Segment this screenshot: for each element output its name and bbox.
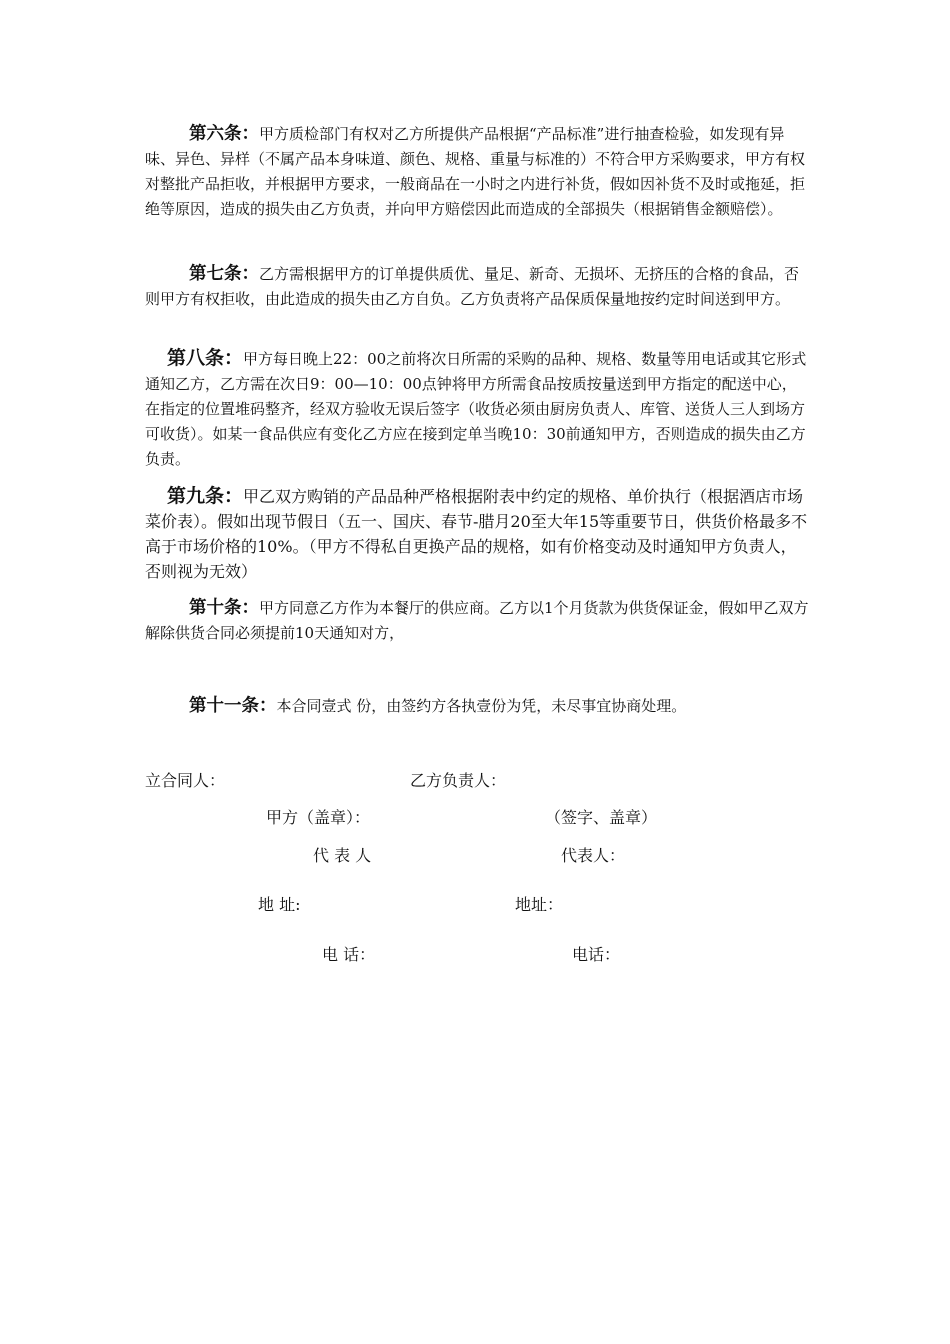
article-9-text: 甲乙双方购销的产品品种严格根据附表中约定的规格、单价执行（根据酒店市场菜价表）。假如出现节假日（五一、国庆、春节-腊月20至大年15等重要节日，供货价格最多不高于市场价格的10%。（甲方不得私自更换产品的规格，如有价格变动及时通知甲方负责人，否则视为无效） [145, 487, 808, 581]
party-b-rep-label: 代表人： [561, 846, 626, 865]
article-10 [145, 596, 810, 646]
article-9 [145, 484, 810, 584]
article-6 [145, 122, 810, 222]
article-6-heading: 第六条： [189, 124, 259, 144]
article-7-heading: 第七条： [189, 264, 259, 284]
party-b-address-label: 地址： [515, 895, 564, 914]
party-a-seal-label: 甲方（盖章）： [266, 808, 371, 827]
article-11-heading: 第十一条： [189, 696, 277, 716]
article-8-text: 甲方每日晚上22：00之前将次日所需的采购的品种、规格、数量等用电话或其它形式通知乙方，乙方需在次日9：00—10：00点钟将甲方所需食品按质按量送到甲方指定的配送中心，在指定的位置堆码整齐，经双方验收无误后签字（收货必须由厨房负责人、库管、送货人三人到场方可收货）。如某一食品供应有变化乙方应在接到定单当晚10：30前通知甲方，否则造成的损失由乙方负责。 [145, 350, 807, 468]
article-10-heading: 第十条： [189, 598, 259, 618]
article-9-heading: 第九条： [167, 485, 244, 507]
signatory-label: 立合同人： [145, 771, 226, 790]
party-b-sign-label: （签字、盖章） [545, 808, 658, 827]
article-10-text: 甲方同意乙方作为本餐厅的供应商。乙方以1个月货款为供货保证金，假如甲乙双方解除供货合同必须提前10天通知对方， [145, 599, 809, 642]
article-8-heading: 第八条： [167, 347, 244, 369]
party-a-phone-label: 电 话： [322, 945, 376, 964]
article-11 [145, 694, 810, 719]
party-b-phone-label: 电话： [572, 945, 621, 964]
article-7 [145, 262, 810, 312]
party-a-address-label: 地 址: [258, 895, 301, 914]
article-6-text: 甲方质检部门有权对乙方所提供产品根据“产品标准”进行抽查检验，如发现有异味、异色、异样（不属产品本身味道、颜色、规格、重量与标准的）不符合甲方采购要求，甲方有权对整批产品拒收，并根据甲方要求，一般商品在一小时之内进行补货，假如因补货不及时或拖延，拒绝等原因，造成的损失由乙方负责，并向甲方赔偿因此而造成的全部损失（根据销售金额赔偿）。 [145, 125, 806, 218]
article-8 [145, 346, 810, 472]
party-a-rep-label: 代 表 人 [313, 846, 372, 865]
article-11-text: 本合同壹式 份，由签约方各执壹份为凭，未尽事宜协商处理。 [276, 697, 687, 715]
article-7-text: 乙方需根据甲方的订单提供质优、量足、新奇、无损坏、无挤压的合格的食品，否则甲方有权拒收，由此造成的损失由乙方自负。乙方负责将产品保质保量地按约定时间送到甲方。 [145, 265, 800, 308]
party-b-lead-label: 乙方负责人： [410, 771, 507, 790]
